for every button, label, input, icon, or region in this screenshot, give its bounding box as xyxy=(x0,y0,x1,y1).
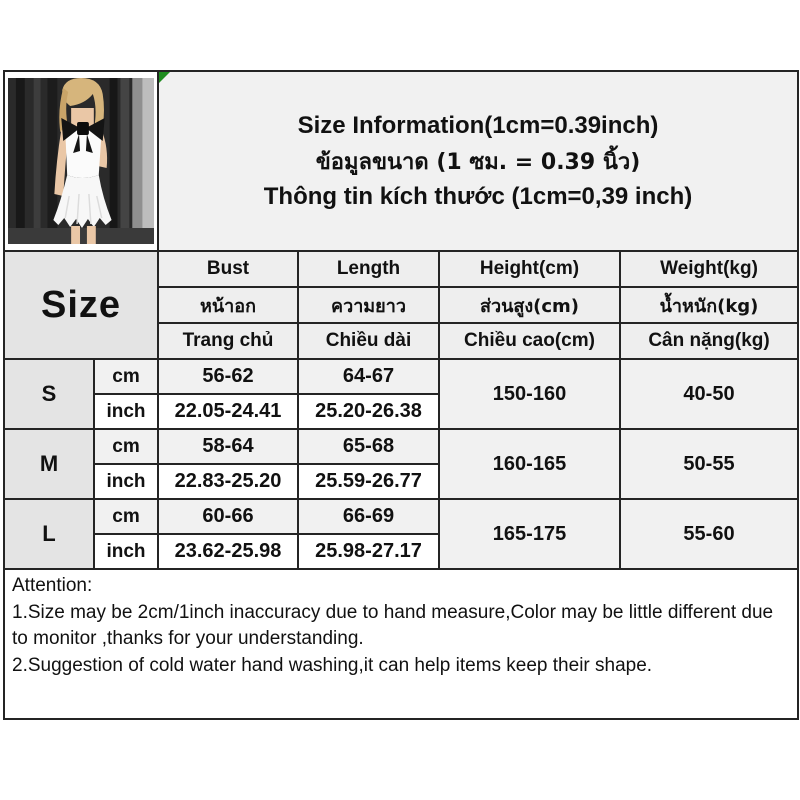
cell-l-inch-bust: 23.62-25.98 xyxy=(158,534,298,569)
cell-s-cm-bust: 56-62 xyxy=(158,359,298,394)
product-photo-cell xyxy=(4,71,158,251)
size-label-m: M xyxy=(4,429,94,499)
header-weight-vi: Cân nặng(kg) xyxy=(620,323,798,359)
attention-heading: Attention: xyxy=(12,575,93,596)
unit-cm: cm xyxy=(94,359,158,394)
cell-l-cm-length: 66-69 xyxy=(298,499,439,534)
cell-m-inch-length: 25.59-26.77 xyxy=(298,464,439,499)
cell-m-height: 160-165 xyxy=(439,429,620,499)
header-height-en: Height(cm) xyxy=(439,251,620,287)
header-bust-th: หน้าอก xyxy=(158,287,298,323)
header-bust-vi: Trang chủ xyxy=(158,323,298,359)
cell-l-height: 165-175 xyxy=(439,499,620,569)
attention-note-1: 1.Size may be 2cm/1inch inaccuracy due to hand measure,Color may be little different due to monitor ,thanks for your understanding. xyxy=(12,601,774,650)
unit-inch: inch xyxy=(94,534,158,569)
unit-cm: cm xyxy=(94,429,158,464)
cell-s-inch-length: 25.20-26.38 xyxy=(298,394,439,429)
attention-note-2: 2.Suggestion of cold water hand washing,it can help items keep their shape. xyxy=(12,654,653,676)
size-label-l: L xyxy=(4,499,94,569)
size-table xyxy=(3,70,799,720)
header-length-en: Length xyxy=(298,251,439,287)
title-cell xyxy=(158,71,798,251)
product-photo xyxy=(8,78,154,244)
cell-l-inch-length: 25.98-27.17 xyxy=(298,534,439,569)
row-l-cm xyxy=(4,499,798,534)
cell-m-cm-length: 65-68 xyxy=(298,429,439,464)
header-length-vi: Chiều dài xyxy=(298,323,439,359)
header-height-th: ส่วนสูง(cm) xyxy=(439,287,620,323)
cell-l-cm-bust: 60-66 xyxy=(158,499,298,534)
top-row xyxy=(4,71,798,251)
header-weight-th: น้ำหนัก(kg) xyxy=(620,287,798,323)
row-m-cm xyxy=(4,429,798,464)
title-vietnamese: Thông tin kích thước (1cm=0,39 inch) xyxy=(263,182,693,210)
row-s-cm xyxy=(4,359,798,394)
size-label-s: S xyxy=(4,359,94,429)
header-bust-en: Bust xyxy=(158,251,298,287)
unit-inch: inch xyxy=(94,464,158,499)
cell-m-cm-bust: 58-64 xyxy=(158,429,298,464)
header-weight-en: Weight(kg) xyxy=(620,251,798,287)
cell-s-cm-length: 64-67 xyxy=(298,359,439,394)
header-row-en xyxy=(4,251,798,287)
title-english: Size Information(1cm=0.39inch) xyxy=(297,111,659,139)
attention-row xyxy=(4,569,798,719)
unit-inch: inch xyxy=(94,394,158,429)
cell-s-weight: 40-50 xyxy=(620,359,798,429)
cell-s-inch-bust: 22.05-24.41 xyxy=(158,394,298,429)
header-height-vi: Chiều cao(cm) xyxy=(439,323,620,359)
unit-cm: cm xyxy=(94,499,158,534)
green-corner-marker-icon xyxy=(159,72,170,83)
cell-s-height: 150-160 xyxy=(439,359,620,429)
cell-m-weight: 50-55 xyxy=(620,429,798,499)
size-header: Size xyxy=(4,251,158,359)
cell-l-weight: 55-60 xyxy=(620,499,798,569)
title-thai: ข้อมูลขนาด (1 ซม. = 0.39 นิ้ว) xyxy=(315,149,641,175)
header-length-th: ความยาว xyxy=(298,287,439,323)
cell-m-inch-bust: 22.83-25.20 xyxy=(158,464,298,499)
attention-cell xyxy=(4,569,798,719)
